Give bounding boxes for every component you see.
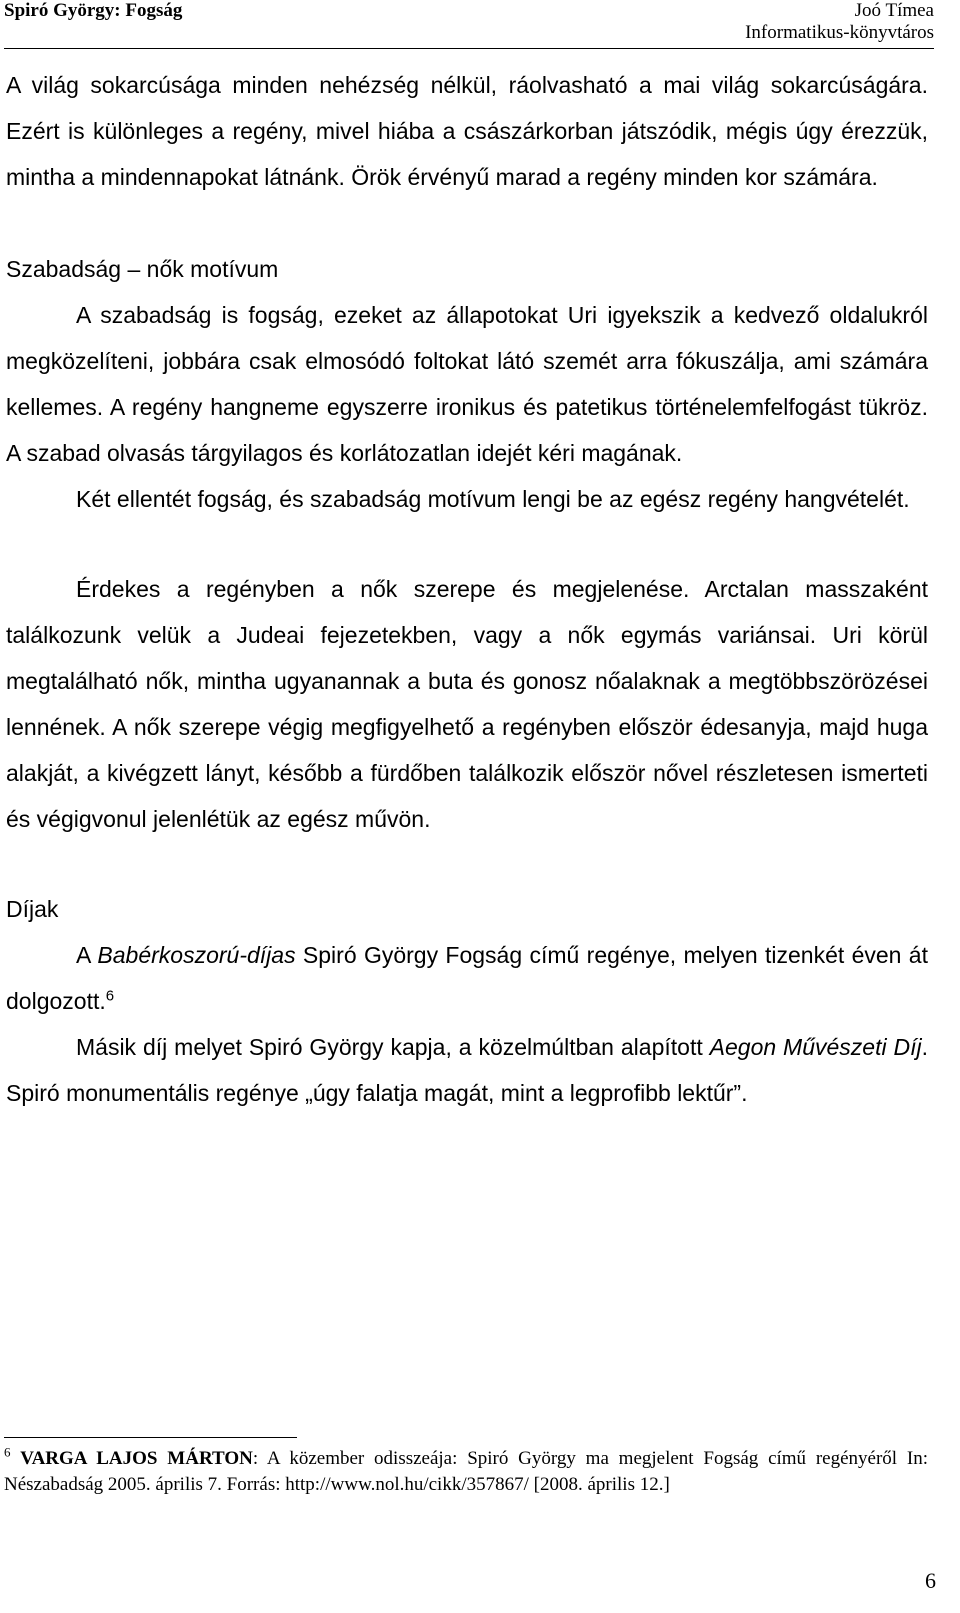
- spacer: [6, 842, 928, 886]
- footnote-text: : A közember odisszeája: Spiró György ma megjelent Fogság című regényéről In: Nészabadság 2005. április 7. Forrás: http://www.nol.hu/cikk/357867/ [2008. április 12.]: [4, 1448, 928, 1495]
- awards-paragraph-1: [6, 932, 928, 1024]
- body-text: [6, 62, 928, 1116]
- section-heading-freedom: Szabadság – nők motívum: [6, 256, 279, 282]
- spacer: [6, 522, 928, 566]
- intro-paragraph: A világ sokarcúsága minden nehézség nélkül, ráolvasható a mai világ sokarcúságára. Ezért is különleges a regény, mivel hiába a császárkorban játszódik, mégis úgy érezzük, mintha a mindennapokat látnánk. Örök érvényű marad a regény minden kor számára.: [6, 72, 928, 190]
- awards-text: A: [76, 942, 98, 968]
- awards-text: Spiró György Fogság című regénye, melyen tizenkét éven át dolgozott.: [6, 942, 928, 1014]
- award-name-baberkoszoru: Babérkoszorú-díjas: [97, 942, 296, 968]
- footnote-author: VARGA LAJOS MÁRTON: [20, 1448, 253, 1469]
- section-heading-awards: Díjak: [6, 896, 59, 922]
- footnote-rule: [4, 1437, 297, 1438]
- women-paragraph: Érdekes a regényben a nők szerepe és megjelenése. Arctalan masszaként találkozunk velük a Judeai fejezetekben, vagy a nők egymás variánsai. Uri körül megtalálható nők, mintha ugyanannak a buta és gonosz nőalaknak a megtöbbszörözései lennének. A nők szerepe végig megfigyelhető a regényben először édesanyja, majd huga alakját, a kivégzett lányt, később a fürdőben találkozik először nővel részletesen ismerteti és végigvonul jelenlétük az egész művön.: [6, 576, 928, 832]
- header-role: Informatikus-könyvtáros: [745, 22, 934, 43]
- header-author: Joó Tímea: [854, 0, 934, 21]
- footnote: [4, 1446, 928, 1498]
- spacer: [6, 200, 928, 246]
- award-name-aegon: Aegon Művészeti Díj: [709, 1034, 922, 1060]
- footnote-reference[interactable]: 6: [105, 987, 115, 1005]
- header-rule: [4, 48, 934, 49]
- awards-text: Másik díj melyet Spiró György kapja, a közelmúltban alapított: [76, 1034, 710, 1060]
- awards-paragraph-2: [6, 1024, 928, 1116]
- header-title: Spiró György: Fogság: [4, 0, 183, 21]
- freedom-paragraph-1: A szabadság is fogság, ezeket az állapotokat Uri igyekszik a kedvező oldalukról megközelíteni, jobbára csak elmosódó foltokat látó szemét arra fókuszálja, ami számára kellemes. A regény hangneme egyszerre ironikus és patetikus történelemfelfogást tükröz. A szabad olvasás tárgyilagos és korlátozatlan idejét kéri magának.: [6, 302, 928, 466]
- header-author-block: [745, 0, 934, 44]
- freedom-paragraph-2: Két ellentét fogság, és szabadság motívum lengi be az egész regény hangvételét.: [76, 486, 910, 512]
- awards-text: . Spiró monumentális regénye „úgy falatja magát, mint a legprofibb lektűr”.: [6, 1034, 929, 1106]
- page-number: 6: [925, 1568, 936, 1593]
- footnote-number: 6: [4, 1444, 11, 1460]
